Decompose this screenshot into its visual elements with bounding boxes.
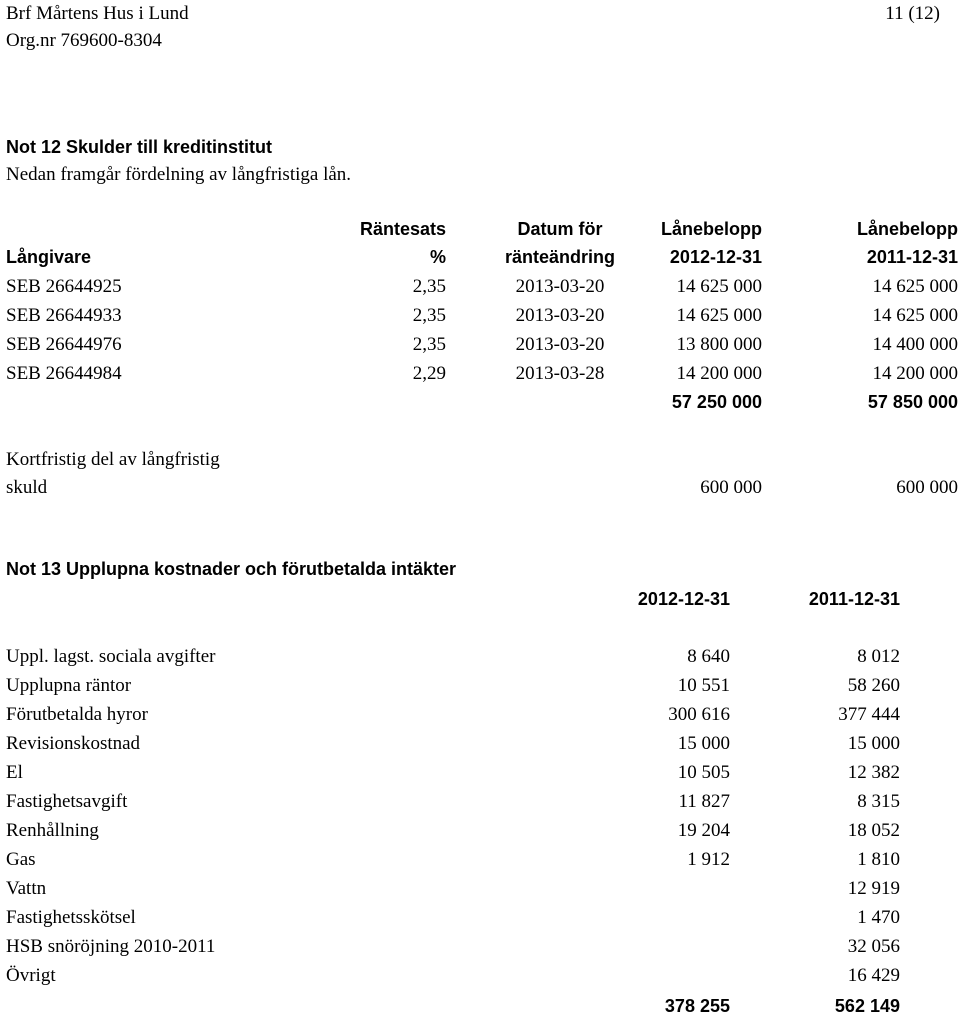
- loan-amount-2011: 14 625 000: [872, 305, 958, 326]
- short-term-2011: 600 000: [896, 477, 958, 498]
- accrued-label: Fastighetsskötsel: [6, 907, 136, 928]
- accrued-2012: 1 912: [687, 849, 730, 870]
- loan-date: 2013-03-20: [515, 276, 605, 297]
- loan-rate: 2,35: [412, 334, 446, 355]
- header-amount2011-top: Lånebelopp: [856, 219, 958, 239]
- loan-lender: SEB 26644976: [6, 334, 122, 355]
- accrued-2011: 12 382: [847, 762, 900, 783]
- short-term-label-line1: Kortfristig del av långfristig: [6, 449, 220, 470]
- loan-rate: 2,35: [412, 276, 446, 297]
- org-number: Org.nr 769600-8304: [6, 30, 162, 51]
- header-lender: Långivare: [6, 247, 92, 267]
- header-amount2012-bottom: 2012-12-31: [669, 247, 762, 267]
- loan-amount-2011: 14 625 000: [872, 276, 958, 297]
- loan-amount-2012: 14 625 000: [676, 276, 762, 297]
- accrued-2011: 58 260: [847, 675, 900, 696]
- note13-header-2012: 2012-12-31: [637, 589, 730, 609]
- accrued-2011: 8 012: [857, 646, 900, 667]
- loan-rate: 2,29: [412, 363, 446, 384]
- loan-total-2012: 57 250 000: [671, 392, 762, 412]
- short-term-2012: 600 000: [700, 477, 762, 498]
- accrued-total-2011: 562 149: [834, 996, 900, 1016]
- loan-rate: 2,35: [412, 305, 446, 326]
- loan-amount-2012: 13 800 000: [676, 334, 762, 355]
- header-date-top: Datum för: [517, 219, 603, 239]
- accrued-2012: 10 505: [677, 762, 730, 783]
- header-rate-bottom: %: [429, 247, 446, 267]
- loan-date: 2013-03-20: [515, 334, 605, 355]
- accrued-label: Uppl. lagst. sociala avgifter: [6, 646, 216, 667]
- accrued-2012: 15 000: [677, 733, 730, 754]
- accrued-2011: 15 000: [847, 733, 900, 754]
- accrued-label: Fastighetsavgift: [6, 791, 128, 812]
- note12-title: Not 12 Skulder till kreditinstitut: [6, 137, 273, 157]
- accrued-2012: 19 204: [677, 820, 730, 841]
- accrued-2011: 32 056: [847, 936, 900, 957]
- note13-title: Not 13 Upplupna kostnader och förutbetalda intäkter: [6, 559, 457, 579]
- accrued-label: Upplupna räntor: [6, 675, 132, 696]
- accrued-2012: 8 640: [687, 646, 730, 667]
- accrued-label: Förutbetalda hyror: [6, 704, 148, 725]
- accrued-label: El: [6, 762, 23, 783]
- accrued-2012: 300 616: [668, 704, 730, 725]
- header-amount2012-top: Lånebelopp: [660, 219, 762, 239]
- loan-amount-2011: 14 400 000: [872, 334, 958, 355]
- note12-subtitle: Nedan framgår fördelning av långfristiga lån.: [6, 164, 352, 185]
- accrued-2011: 16 429: [847, 965, 900, 986]
- loan-lender: SEB 26644984: [6, 363, 122, 384]
- accrued-2012: 10 551: [677, 675, 730, 696]
- accrued-2011: 377 444: [838, 704, 900, 725]
- loan-amount-2011: 14 200 000: [872, 363, 958, 384]
- accrued-2012: 11 827: [678, 791, 730, 812]
- accrued-2011: 18 052: [847, 820, 900, 841]
- accrued-label: Gas: [6, 849, 36, 870]
- loan-date: 2013-03-28: [515, 363, 605, 384]
- accrued-2011: 12 919: [847, 878, 900, 899]
- loan-total-2011: 57 850 000: [867, 392, 958, 412]
- accrued-label: Vattn: [6, 878, 47, 899]
- accrued-2011: 1 810: [857, 849, 900, 870]
- page-number: 11 (12): [885, 3, 940, 24]
- loan-amount-2012: 14 200 000: [676, 363, 762, 384]
- accrued-label: Övrigt: [6, 965, 56, 986]
- loan-date: 2013-03-20: [515, 305, 605, 326]
- header-amount2011-bottom: 2011-12-31: [866, 247, 958, 267]
- accrued-label: Revisionskostnad: [6, 733, 141, 754]
- accrued-2011: 1 470: [857, 907, 900, 928]
- loan-lender: SEB 26644925: [6, 276, 122, 297]
- accrued-2011: 8 315: [857, 791, 900, 812]
- loan-lender: SEB 26644933: [6, 305, 122, 326]
- accrued-label: Renhållning: [6, 820, 99, 841]
- header-date-bottom: ränteändring: [504, 247, 615, 267]
- accrued-label: HSB snöröjning 2010-2011: [6, 936, 216, 957]
- note13-header-2011: 2011-12-31: [808, 589, 900, 609]
- loan-amount-2012: 14 625 000: [676, 305, 762, 326]
- short-term-label-line2: skuld: [6, 477, 48, 498]
- org-name: Brf Mårtens Hus i Lund: [6, 3, 189, 24]
- accrued-total-2012: 378 255: [664, 996, 730, 1016]
- header-rate-top: Räntesats: [359, 219, 446, 239]
